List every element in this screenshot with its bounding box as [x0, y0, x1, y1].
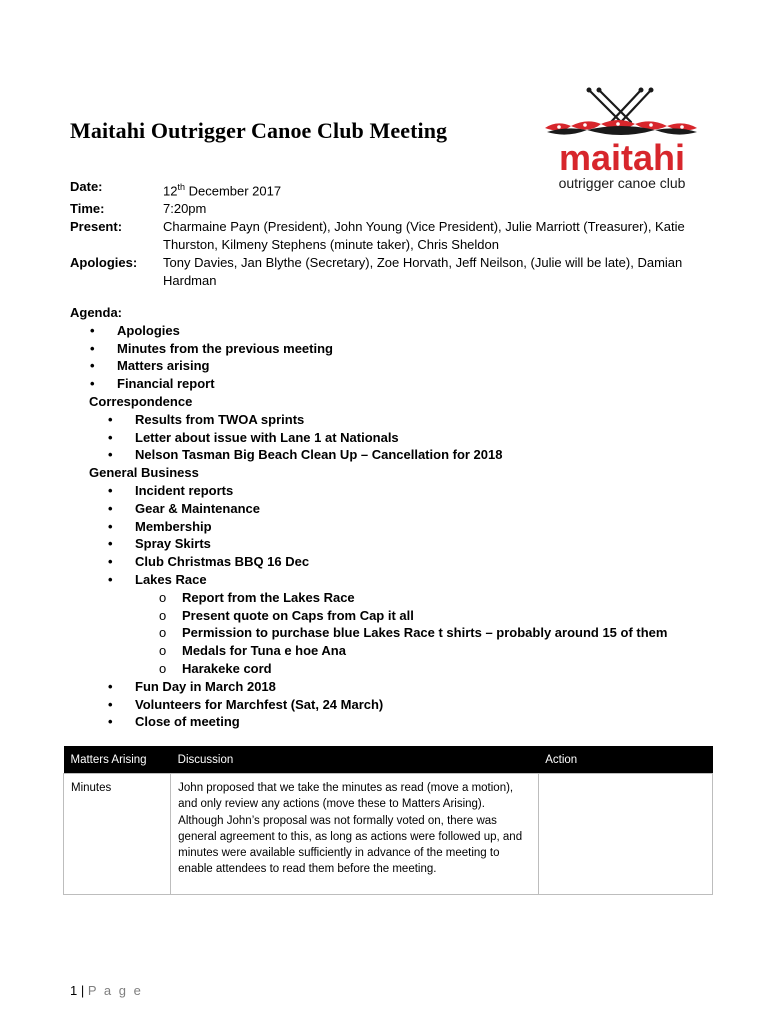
agenda-item: • Letter about issue with Lane 1 at Nationals: [70, 429, 667, 447]
present-label: Present:: [70, 219, 123, 235]
paddles-icon: [589, 90, 651, 122]
column-header: Discussion: [171, 746, 539, 774]
present-row: [70, 218, 703, 254]
apologies-row: [70, 254, 703, 290]
present-value: Charmaine Payn (President), John Young (Vice President), Julie Marriott (Treasurer), Katie Thurston, Kilmeny Stephens (minute taker), Chris Sheldon: [163, 219, 685, 253]
time-value: 7:20pm: [163, 201, 207, 217]
logo-tagline: outrigger canoe club: [558, 175, 686, 191]
agenda-item: • Financial report: [70, 375, 667, 393]
agenda-item: • Results from TWOA sprints: [70, 411, 667, 429]
agenda-item: • Membership: [70, 518, 667, 536]
time-row: [70, 200, 703, 218]
meeting-details: [70, 178, 703, 290]
agenda-item: • Nelson Tasman Big Beach Clean Up – Cancellation for 2018: [70, 446, 667, 464]
correspondence-heading: Correspondence: [89, 393, 193, 409]
column-header: Action: [538, 746, 712, 774]
logo-wordmark: maitahi: [558, 137, 686, 178]
apologies-label: Apologies:: [70, 255, 138, 271]
agenda: [70, 304, 667, 731]
date-value: 12th December 2017: [163, 182, 282, 199]
agenda-item: • Close of meeting: [70, 713, 667, 731]
agenda-heading: Agenda:: [70, 305, 122, 320]
agenda-subitem: o Report from the Lakes Race: [70, 589, 667, 607]
agenda-item: • Lakes Race: [70, 571, 667, 589]
matters-arising-table: [63, 746, 713, 895]
page-number: 1: [70, 983, 78, 998]
page-title: Maitahi Outrigger Canoe Club Meeting: [70, 118, 448, 143]
agenda-item: • Minutes from the previous meeting: [70, 340, 667, 358]
agenda-subitem: o Permission to purchase blue Lakes Race t shirts – probably around 15 of them: [70, 624, 667, 642]
action-cell: [538, 774, 712, 895]
column-header: Matters Arising: [64, 746, 171, 774]
agenda-item: • Fun Day in March 2018: [70, 678, 667, 696]
general-business-heading: General Business: [89, 465, 199, 481]
agenda-item: • Incident reports: [70, 482, 667, 500]
table-row: [64, 774, 713, 895]
agenda-item: • Matters arising: [70, 357, 667, 375]
agenda-subitem: o Medals for Tuna e hoe Ana: [70, 642, 667, 660]
agenda-subitem: o Present quote on Caps from Cap it all: [70, 607, 667, 625]
apologies-value: Tony Davies, Jan Blythe (Secretary), Zoe Horvath, Jeff Neilson, (Julie will be late), Damian Hardman: [163, 255, 683, 289]
date-label: Date:: [70, 179, 103, 194]
agenda-item: • Apologies: [70, 322, 667, 340]
footer-separator: |: [77, 983, 88, 998]
agenda-item: • Club Christmas BBQ 16 Dec: [70, 553, 667, 571]
agenda-item: • Gear & Maintenance: [70, 500, 667, 518]
agenda-subitem: o Harakeke cord: [70, 660, 667, 678]
table-header-row: [64, 746, 713, 774]
time-label: Time:: [70, 201, 105, 217]
date-row: [70, 178, 703, 200]
matter-item-cell: Minutes: [64, 774, 171, 895]
agenda-item: • Volunteers for Marchfest (Sat, 24 March): [70, 696, 667, 714]
agenda-item: • Spray Skirts: [70, 535, 667, 553]
discussion-cell: John proposed that we take the minutes as read (move a motion), and only review any actions (move these to Matters Arising). Although John’s proposal was not formally voted on, there was general agreement to this, as long as actions were followed up, and minutes were available sufficiently in advance of the meeting to enable attendees to read them before the meeting.: [171, 774, 539, 895]
page-word: P a g e: [87, 983, 143, 998]
page-footer: [70, 983, 143, 998]
